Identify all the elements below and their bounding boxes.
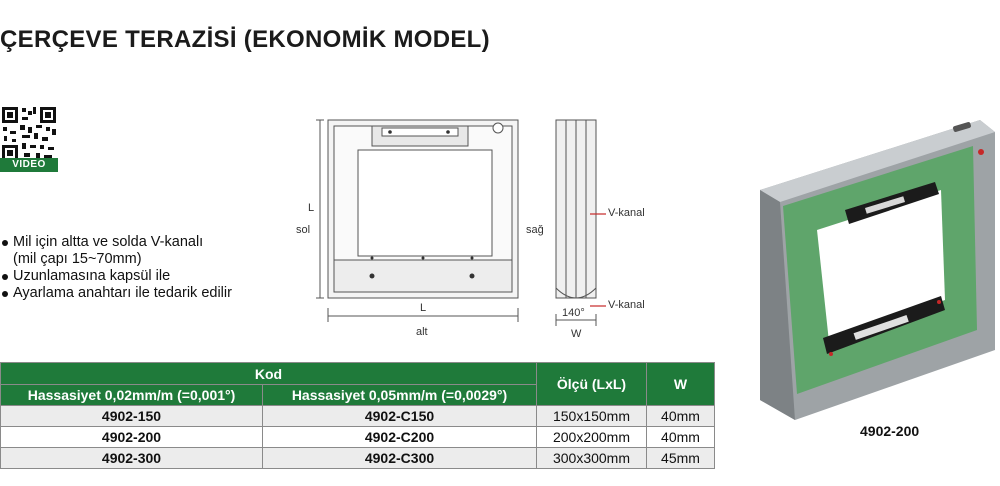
label-v-kanal-top: V-kanal [608, 207, 645, 219]
cell-code-a: 4902-300 [1, 448, 263, 469]
header-olcu: Ölçü (LxL) [537, 363, 647, 406]
label-v-kanal-bottom: V-kanal [608, 299, 645, 311]
cell-code-a: 4902-150 [1, 406, 263, 427]
label-l-bottom: L [420, 302, 427, 314]
cell-code-a: 4902-200 [1, 427, 263, 448]
label-alt: alt [416, 326, 428, 338]
cell-w: 40mm [647, 427, 715, 448]
feature-item: (mil çapı 15~70mm) [13, 251, 142, 267]
header-w: W [647, 363, 715, 406]
feature-item: Ayarlama anahtarı ile tedarik edilir [0, 285, 232, 302]
cell-w: 45mm [647, 448, 715, 469]
cell-code-b: 4902-C300 [263, 448, 537, 469]
technical-drawing [290, 108, 690, 348]
spec-table [0, 362, 715, 469]
table-row [1, 427, 715, 448]
page-title: ÇERÇEVE TERAZİSİ (EKONOMİK MODEL) [0, 26, 490, 53]
frame-level-product-image [745, 110, 1000, 428]
label-sol: sol [296, 224, 311, 236]
header-hassasiyet-2: Hassasiyet 0,05mm/m (=0,0029°) [263, 385, 537, 406]
header-kod: Kod [1, 363, 537, 385]
label-w: W [571, 328, 582, 340]
cell-size: 300x300mm [537, 448, 647, 469]
cell-code-b: 4902-C150 [263, 406, 537, 427]
video-badge[interactable]: VIDEO [0, 158, 58, 172]
table-row [1, 448, 715, 469]
feature-list [0, 234, 232, 302]
cell-code-b: 4902-C200 [263, 427, 537, 448]
feature-item: Uzunlamasına kapsül ile [0, 268, 232, 285]
label-l-side: L [308, 202, 315, 214]
feature-item: Mil için altta ve solda V-kanalı [0, 234, 232, 251]
cell-w: 40mm [647, 406, 715, 427]
header-hassasiyet-1: Hassasiyet 0,02mm/m (=0,001°) [1, 385, 263, 406]
label-sag: sağ [526, 224, 544, 236]
product-caption: 4902-200 [860, 423, 920, 439]
cell-size: 150x150mm [537, 406, 647, 427]
table-row [1, 406, 715, 427]
label-angle: 140° [562, 307, 585, 319]
cell-size: 200x200mm [537, 427, 647, 448]
technical-drawing-lines [290, 108, 690, 348]
